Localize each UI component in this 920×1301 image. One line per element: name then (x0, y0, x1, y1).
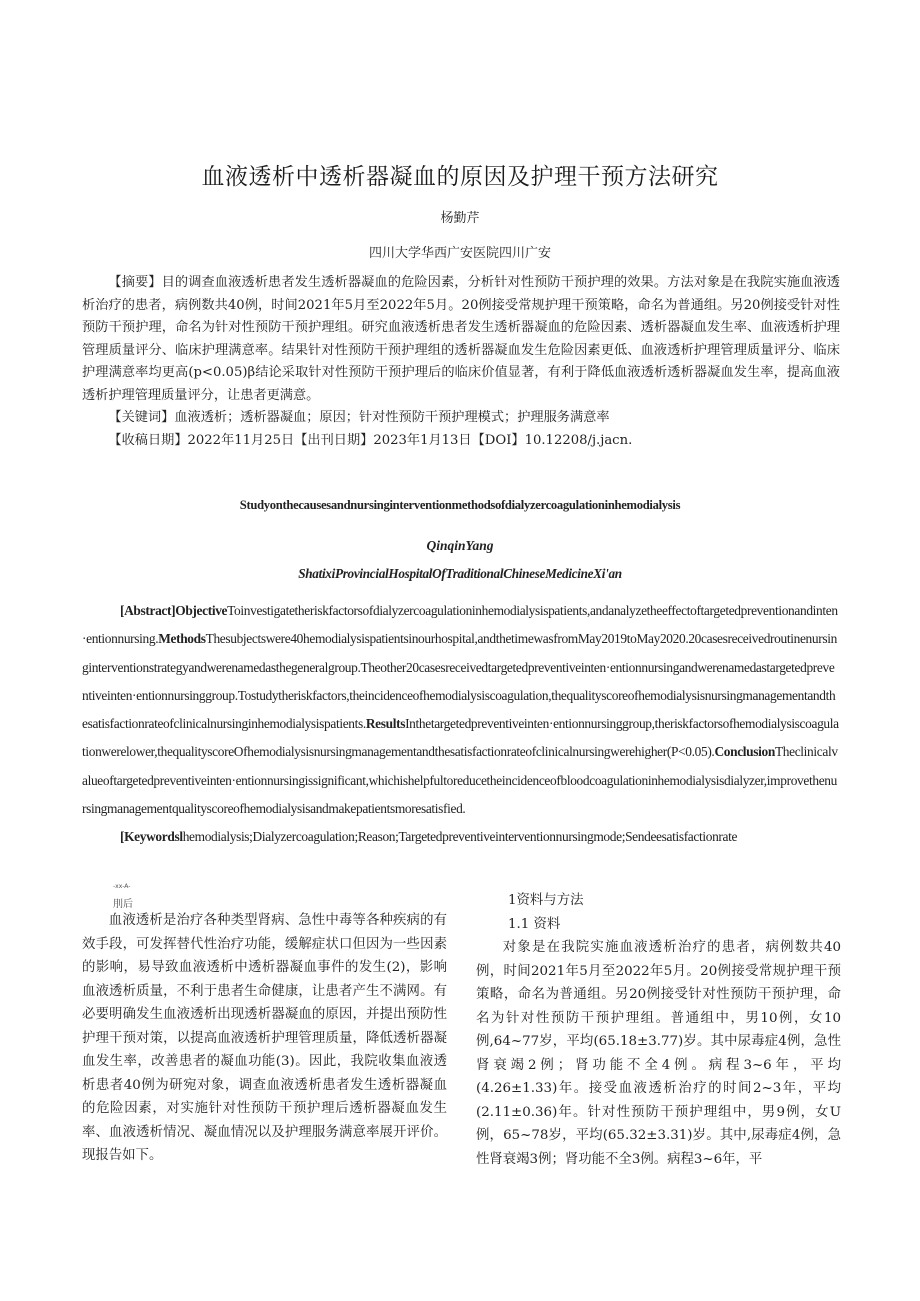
conclusion-text: Theclinicalvalueoftargetedpreventiveinten·entionnursingissignificant,whichishelpfultoreducetheincidenceofbloodcoagulationinhemodialysisdialyzer,improvethenursingmanagementqualityscoreofhemodialysisandmakepatientsmoresatisfied. (82, 744, 838, 817)
publication-dates: 【收稿日期】2022年11月25日【出刊日期】2023年1月13日【DOI】10.12208/j.jacn. (108, 432, 633, 448)
keywords-text: hemodialysis;Dialyzercoagulation;Reason;Targetedpreventiveinterventionnursingmode;Sendeesatisfactionrate (182, 829, 738, 845)
objective-label: Objective (175, 603, 228, 618)
methods-paragraph: 对象是在我院实施血液透析治疗的患者，病例数共40例，时间2021年5月至2022年5月。20例接受常规护理干预策略，命名为普通组。另20例接受针对性预防干预护理，命名为针对性预防干预护理组。普通组中，男10例，女10例,64~77岁，平均(65.18±3.77)岁。其中尿毒症4例，急性肾衰竭2例；肾功能不全4例。病程3~6年，平均(4.26±1.33)年。接受血液透析治疗的时间2~3年，平均(2.11±0.36)年。针对性预防干预护理组中，男9例，女U例，65~78岁，平均(65.32±3.31)岁。其中,尿毒症4例，急性肾衰竭3例；肾功能不全3例。病程3~6年，平 (476, 940, 841, 1167)
methods-label: Methods (158, 631, 206, 647)
methods-text: Thesubjectswere40hemodialysispatientsinourhospital,andthetimewasfromMay2019toMay2020.20casesreceivedroutinenursinginterventionstrategyandwerenamedasthegeneralgroup.Theother20casesreceivedtargetedpreventiveinten·entionnursingandwerenamedastargetedpreventiveinten·entionnursinggroup.Tostudytheriskfactors,theincidenceofhemodialysiscoagulation,thequalityscoreofhemodialysisnursingmanagementandthesatisfactionrateofclinicalnursinginhemodialysispatients. (82, 631, 837, 732)
abstract-label: [Abstract] (120, 603, 176, 618)
chinese-abstract: 【摘要】目的调查血液透析患者发生透析器凝血的危险因素，分析针对性预防干预护理的效果。方法对象是在我院实施血液透析治疗的患者，病例数共40例，时间2021年5月至2022年5月。20例接受常规护理干预策略，命名为普通组。另20例接受针对性预防干预护理，命名为针对性预防干预护理组。研究血液透析患者发生透析器凝血的危险因素、透析器凝血发生率、血液透析护理管理质量评分、临床护理满意率。结果针对性预防干预护理组的透析器凝血发生危险因素更低、血液透析护理管理质量评分、临床护理满意率均更高(p<0.05)β结论采取针对性预防干预护理后的临床价值显著，有利于降低血液透析透析器凝血发生率，提高血液透析护理管理质量评分，让患者更满意。 (82, 275, 840, 403)
results-text: Inthetargetedpreventiveinten·entionnursinggroup,theriskfactorsofhemodialysiscoagulationwerelower,thequalityscoreOfhemodialysisnursingmanagementandthesatisfactionrateofclinicalnursingwerehigher(P<0.05). (82, 716, 839, 760)
english-title: Studyonthecausesandnursinginterventionmethodsofdialyzercoagulationinhemodialysis (239, 498, 681, 512)
introduction-paragraph: 血液透析是治疗各种类型肾病、急性中毒等各种疾病的有效手段，可发挥替代性治疗功能，缓解症状口但因为一些因素的影响，易导致血液透析中透析器凝血事件的发生(2)，影响血液透析质量，不利于患者生命健康，让患者产生不满网。有必要明确发生血液透析出现透析器凝血的原因，并提出预防性护理干预对策，以提高血液透析护理管理质量，降低透析器凝血发生率，改善患者的凝血功能(3)。因此，我院收集血液透析患者40例为研宛对象，调查血液透析患者发生透析器凝血的危险因素，对实施针对性预防干预护理后透析器凝血发生率、血液透析情况、凝血情况以及护理服务满意率展开评价。现报告如下。 (82, 913, 447, 1163)
paper-title: 血液透析中透析器凝血的原因及护理干预方法研究 (201, 164, 719, 190)
section-heading: 1资料与方法 (508, 893, 584, 908)
right-column (476, 889, 841, 1171)
keywords-label: [Keywordsl (120, 829, 183, 845)
tiny-mark: -xx-A- (113, 883, 131, 890)
preface-label: 刖后 (113, 899, 133, 910)
english-abstract-block (82, 597, 840, 852)
english-affiliation: ShatixiProvincialHospitalOfTraditionalChineseMedicineXi'an (298, 566, 622, 581)
chinese-keywords: 【关键词】血液透析；透析器凝血；原因；针对性预防干预护理模式；护理服务满意率 (108, 410, 610, 425)
subsection-heading: 1.1 资料 (508, 916, 561, 932)
chinese-abstract-block (82, 272, 840, 452)
english-keywords (82, 823, 840, 851)
affiliation: 四川大学华西广安医院四川广安 (368, 246, 551, 261)
conclusion-label: Conclusion (714, 744, 775, 760)
results-label: Results (365, 716, 406, 732)
english-author: QinqinYang (426, 538, 494, 553)
left-column (82, 909, 447, 1168)
author: 杨勤芹 (440, 211, 480, 226)
english-abstract (82, 597, 840, 823)
objective-text: Toinvestigatetheriskfactorsofdialyzercoagulationinhemodialysispatients,andanalyzetheeffectoftargetedpreventionandinten·entionnursing. (82, 603, 838, 647)
